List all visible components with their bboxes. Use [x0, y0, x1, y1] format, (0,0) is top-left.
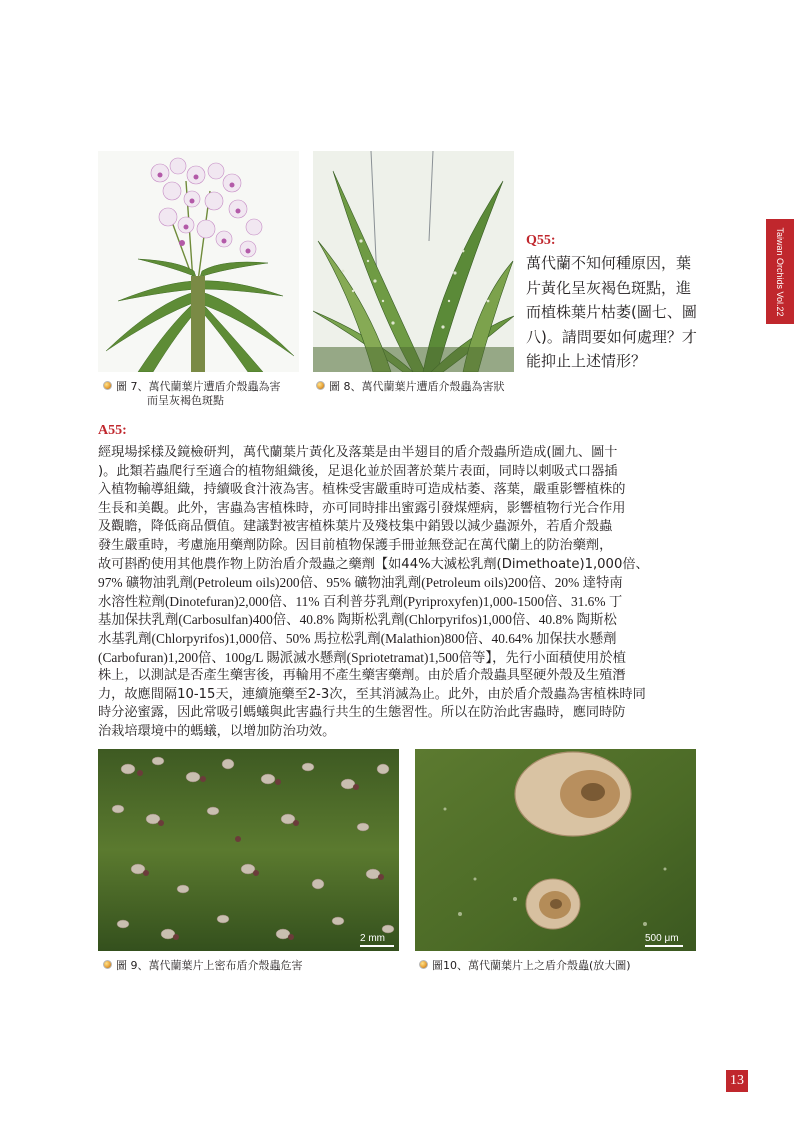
question-line: 能抑止上述情形？: [526, 352, 647, 370]
figure-8-caption: [316, 380, 526, 394]
figure-9-scale-bar: [360, 933, 394, 947]
figure-10-caption: [419, 959, 699, 973]
answer-line: 水基乳劑(Chlorpyrifos)1,000倍、50% 馬拉松乳劑(Malathion)800倍、40.64% 加保扶水懸劑: [98, 630, 617, 646]
answer-label: A55:: [98, 423, 127, 438]
figure-10-scale-label: 500 μm: [645, 933, 679, 944]
answer-line: 基加保扶乳劑(Carbosulfan)400倍、40.8% 陶斯松乳劑(Chlorpyrifos)1,000倍、40.8% 陶斯松: [98, 612, 617, 628]
journal-title: Taiwan Orchids Vol.22: [775, 226, 785, 317]
question-line: 片黃化呈灰褐色斑點，進: [526, 278, 692, 297]
figure-10-photo: [415, 749, 696, 951]
caption-bullet-icon: [316, 381, 325, 390]
question-label: Q55:: [526, 233, 556, 248]
scale-bar-line: [360, 945, 394, 947]
answer-line: 及觀瞻，降低商品價值。建議對被害植株葉片及殘枝集中銷毀以減少蟲源外，若盾介殼蟲: [98, 519, 613, 535]
answer-line: (Carbofuran)1,200倍、100g/L 賜派滅水懸劑(Spriotetramat)1,500倍等】，先行小面積使用於植: [98, 649, 626, 665]
figure-8-photo: [313, 151, 514, 372]
figure-9-photo: [98, 749, 399, 951]
question-line: 而植株葉片枯萎(圖七、圖: [526, 303, 697, 321]
answer-line: 水溶性粒劑(Dinotefuran)2,000倍、11% 百利普芬乳劑(Pyriproxyfen)1,000-1500倍、31.6% 丁: [98, 593, 623, 609]
question-line: 萬代蘭不知何種原因，葉: [526, 254, 692, 272]
answer-line: 故可斟酌使用其他農作物上防治盾介殼蟲之藥劑【如44%大滅松乳劑(Dimethoate)1,000倍、: [98, 556, 649, 572]
caption-bullet-icon: [103, 960, 112, 969]
figure-10-scale-bar: [645, 933, 683, 947]
journal-side-tab: [766, 219, 794, 324]
figure-8-caption-text: 圖 8、萬代蘭葉片遭盾介殼蟲為害狀: [329, 380, 505, 393]
answer-line: 株上，以測試是否產生藥害後，再輪用不產生藥害藥劑。由於盾介殼蟲具堅硬外殼及生殖潛: [98, 668, 626, 684]
answer-line: 力，故應間隔10-15天，連續施藥至2-3次，至其消滅為止。此外，由於盾介殼蟲為害植株時同: [98, 686, 646, 702]
answer-line: 生長和美觀。此外，害蟲為害植株時，亦可同時排出蜜露引發煤煙病，影響植物行光合作用: [98, 500, 626, 516]
figure-10-caption-text: 圖10、萬代蘭葉片上之盾介殼蟲(放大圖): [432, 959, 631, 972]
answer-line: 發生嚴重時，考慮施用藥劑防除。因目前植物保護手冊並無登記在萬代蘭上的防治藥劑，: [98, 537, 613, 553]
answer-line: 治栽培環境中的螞蟻，以增加防治功效。: [98, 723, 336, 739]
page-number: 13: [726, 1070, 748, 1092]
answer-line: 97% 礦物油乳劑(Petroleum oils)200倍、95% 礦物油乳劑(Petroleum oils)200倍、20% 達特南: [98, 575, 623, 591]
figure-7-photo: [98, 151, 299, 372]
answer-line: 經現場採樣及鏡檢研判，萬代蘭葉片黃化及落葉是由半翅目的盾介殼蟲所造成(圖九、圖十: [98, 445, 618, 460]
figure-9-caption-text: 圖 9、萬代蘭葉片上密布盾介殼蟲危害: [116, 959, 303, 972]
figure-9-scale-label: 2 mm: [360, 933, 385, 944]
figure-7-caption-line2: 而呈灰褐色斑點: [147, 394, 224, 407]
caption-bullet-icon: [419, 960, 428, 969]
answer-line: 入植物輸導組織，持續吸食汁液為害。植株受害嚴重時可造成枯萎、落葉，嚴重影響植株的: [98, 482, 626, 498]
answer-line: )。此類若蟲爬行至適合的植物組織後，足退化並於固著於葉片表面，同時以刺吸式口器插: [98, 463, 618, 479]
figure-9-caption: [103, 959, 403, 973]
question-line: 八)。請問要如何處理？才: [526, 327, 697, 346]
answer-line: 時分泌蜜露，因此常吸引螞蟻與此害蟲行共生的生態習性。所以在防治此害蟲時，應同時防: [98, 705, 626, 721]
figure-7-caption: [103, 380, 313, 408]
answer-text: [98, 444, 698, 742]
figure-7-caption-line1: 圖 7、萬代蘭葉片遭盾介殼蟲為害: [116, 380, 281, 393]
question-text: [526, 251, 704, 374]
scale-bar-line: [645, 945, 683, 947]
caption-bullet-icon: [103, 381, 112, 390]
